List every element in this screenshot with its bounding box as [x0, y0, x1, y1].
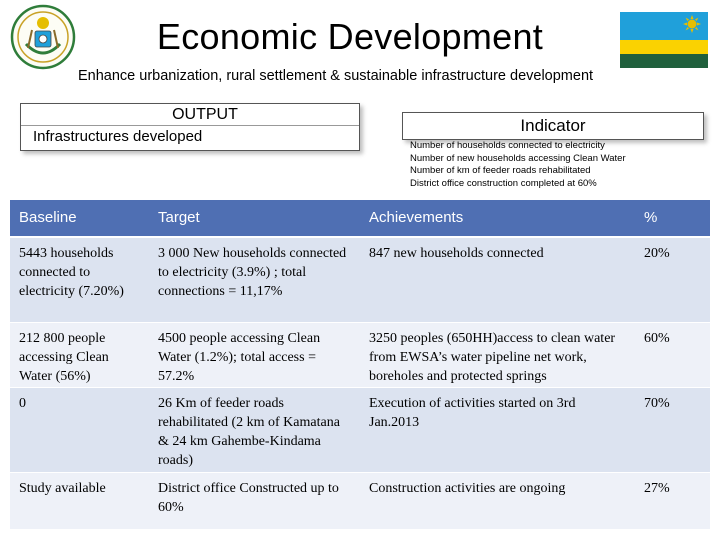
column-header-achievements: Achievements [369, 209, 464, 226]
table-row [10, 323, 710, 388]
page-title: Economic Development [156, 16, 544, 57]
table-cell: 4500 people accessing Clean Water (1.2%); total access = 57.2% [158, 331, 321, 384]
table-header-row [10, 200, 710, 238]
indicator-item: Number of new households accessing Clean Water [410, 152, 626, 164]
table-cell: Study available [19, 481, 106, 496]
table-cell: 5443 households connected to electricity (7.20%) [19, 246, 124, 299]
table-cell: 3 000 New households connected to electricity (3.9%) ; total connections = 11,17% [158, 246, 347, 299]
page-subtitle: Enhance urbanization, rural settlement & sustainable infrastructure development [78, 68, 594, 84]
output-value: Infrastructures developed [33, 128, 203, 145]
table-row [10, 473, 710, 530]
table-row [10, 238, 710, 323]
indicator-item: District office construction completed at 60% [410, 177, 597, 189]
indicator-list [410, 140, 626, 190]
indicator-item: Number of km of feeder roads rehabilitated [410, 165, 591, 176]
table-cell: 212 800 people accessing Clean Water (56%) [19, 331, 109, 384]
table-cell: 847 new households connected [369, 246, 544, 261]
table-cell: Execution of activities started on 3rd Jan.2013 [369, 396, 576, 430]
table-cell: 26 Km of feeder roads rehabilitated (2 km of Kamatana & 24 km Gahembe-Kindama roads) [158, 396, 340, 468]
table-cell: 20% [644, 246, 670, 261]
output-box [20, 103, 360, 151]
table-cell: District office Constructed up to 60% [158, 481, 339, 515]
results-table [10, 200, 710, 530]
table-cell: 70% [644, 396, 670, 411]
table-cell: 0 [19, 396, 26, 411]
column-header-percent: % [644, 209, 658, 226]
table-cell: 27% [644, 481, 670, 496]
indicator-item: Number of households connected to electricity [410, 140, 605, 151]
table-row [10, 388, 710, 473]
indicator-heading: Indicator [402, 112, 704, 140]
column-header-target: Target [158, 209, 200, 226]
output-heading: OUTPUT [21, 104, 359, 126]
table-cell: Construction activities are ongoing [369, 481, 566, 496]
column-header-baseline: Baseline [19, 209, 77, 226]
table-cell: 3250 peoples (650HH)access to clean water from EWSA’s water pipeline net work, boreholes and protected springs [369, 331, 616, 384]
table-cell: 60% [644, 331, 670, 346]
